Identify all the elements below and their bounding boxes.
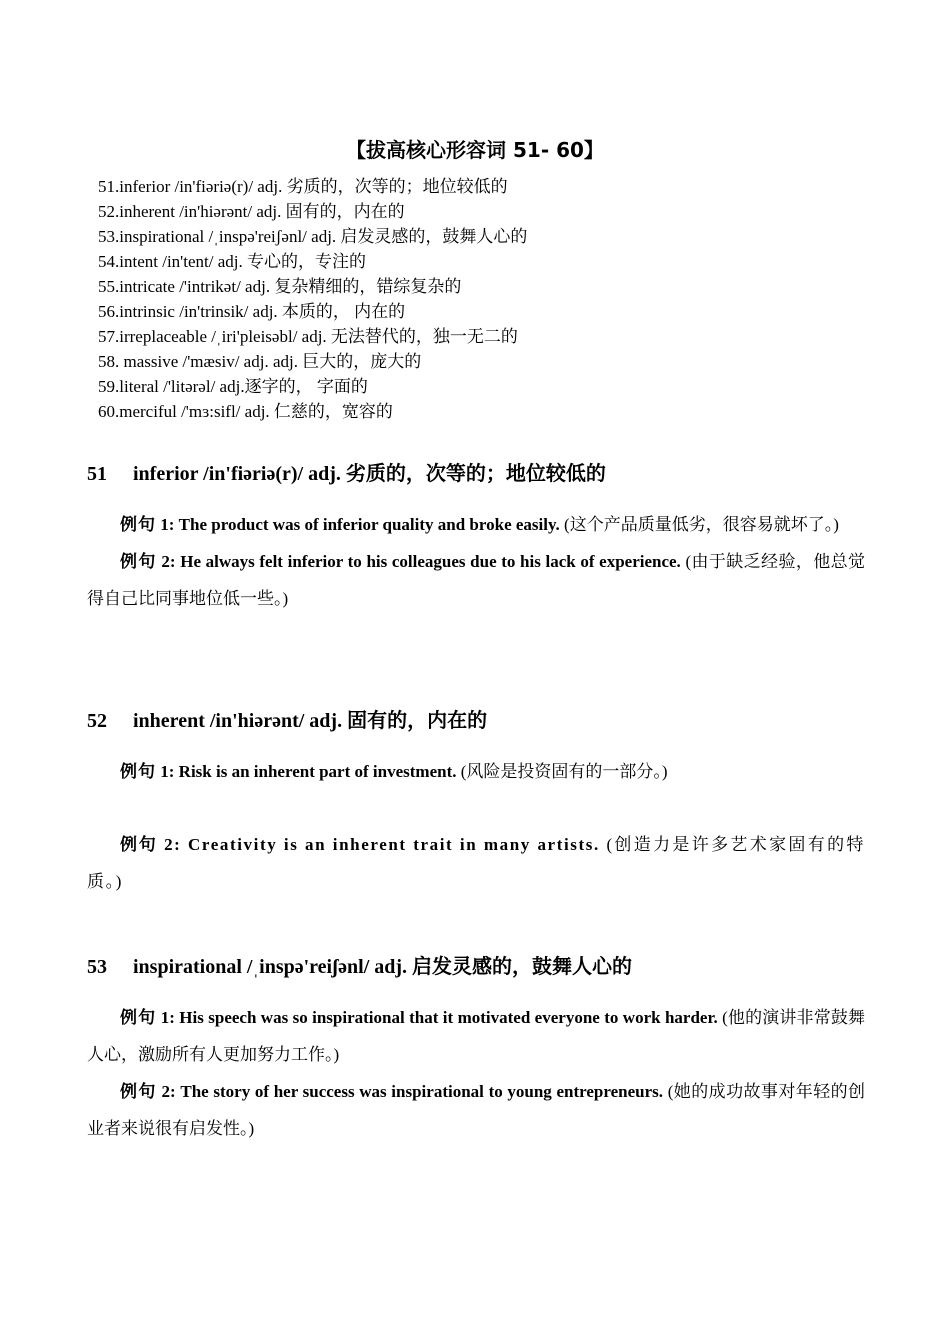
example-sentence	[87, 999, 865, 1073]
word-list	[98, 174, 858, 424]
example-chinese: (由于缺乏经验，他总觉得自己比同事地位低一些。)	[87, 552, 865, 608]
entry-headword: inherent /in'hiərənt/ adj. 固有的，内在的	[133, 710, 488, 732]
word-list-item: 56.intrinsic /in'trinsik/ adj. 本质的， 内在的	[98, 302, 406, 321]
word-list-item: 53.inspirational /ˌinspə'reiʃənl/ adj. 启发灵感的，鼓舞人心的	[98, 227, 528, 246]
word-list-item: 59.literal /'litərəl/ adj.逐字的， 字面的	[98, 377, 368, 396]
entry-heading	[87, 706, 865, 736]
example-label: 例句	[120, 515, 156, 534]
example-label: 例句	[120, 762, 156, 781]
example-label: 例句	[120, 1082, 157, 1101]
entry-headword: inferior /in'fiəriə(r)/ adj. 劣质的，次等的；地位较低的	[133, 463, 606, 485]
example-english: 1: Risk is an inherent part of investment.	[160, 762, 457, 781]
example-sentence	[87, 543, 865, 617]
word-list-item: 57.irreplaceable /ˌiri'pleisəbl/ adj. 无法替代的，独一无二的	[98, 327, 518, 346]
example-sentence	[87, 506, 865, 543]
example-chinese: (她的成功故事对年轻的创业者来说很有启发性。)	[87, 1082, 866, 1138]
example-chinese: (这个产品质量低劣，很容易就坏了。)	[564, 515, 839, 534]
word-list-item: 55.intricate /'intrikət/ adj. 复杂精细的，错综复杂的	[98, 277, 462, 296]
word-list-item: 52.inherent /in'hiərənt/ adj. 固有的，内在的	[98, 202, 405, 221]
example-sentence	[87, 753, 865, 790]
entry-heading	[87, 459, 865, 489]
example-label: 例句	[120, 552, 157, 571]
example-sentence	[87, 826, 865, 900]
example-english: 2: The story of her success was inspirational to young entrepreneurs.	[161, 1082, 664, 1101]
word-list-item: 58. massive /'mæsiv/ adj. adj. 巨大的，庞大的	[98, 352, 422, 371]
word-list-item: 51.inferior /in'fiəriə(r)/ adj. 劣质的，次等的；地位较低的	[98, 177, 508, 196]
word-list-item: 60.merciful /'mɜ:sifl/ adj. 仁慈的，宽容的	[98, 402, 393, 421]
entry-number: 53	[87, 956, 107, 978]
example-chinese: (风险是投资固有的一部分。)	[460, 762, 668, 781]
example-english: 1: His speech was so inspirational that it motivated everyone to work harder.	[160, 1008, 718, 1027]
example-chinese: (他的演讲非常鼓舞人心，激励所有人更加努力工作。)	[87, 1008, 865, 1064]
word-entry-51	[87, 459, 865, 617]
example-english: 2: He always felt inferior to his colleagues due to his lack of experience.	[161, 552, 681, 571]
entry-heading	[87, 952, 865, 982]
word-entry-53	[87, 952, 865, 1147]
word-entry-52	[87, 706, 865, 900]
example-sentence	[87, 1073, 865, 1147]
example-english: 1: The product was of inferior quality and broke easily.	[160, 515, 560, 534]
example-label: 例句	[120, 1008, 157, 1027]
entry-number: 52	[87, 710, 107, 732]
example-english: 2: Creativity is an inherent trait in many artists.	[164, 835, 600, 854]
entry-headword: inspirational /ˌinspə'reiʃənl/ adj. 启发灵感的，鼓舞人心的	[133, 956, 633, 978]
entry-number: 51	[87, 463, 107, 485]
word-list-item: 54.intent /in'tent/ adj. 专心的，专注的	[98, 252, 366, 271]
example-chinese: (创造力是许多艺术家固有的特质。)	[87, 835, 866, 891]
page-title: 【拔高核心形容词 51- 60】	[346, 138, 604, 162]
example-label: 例句	[120, 835, 158, 854]
